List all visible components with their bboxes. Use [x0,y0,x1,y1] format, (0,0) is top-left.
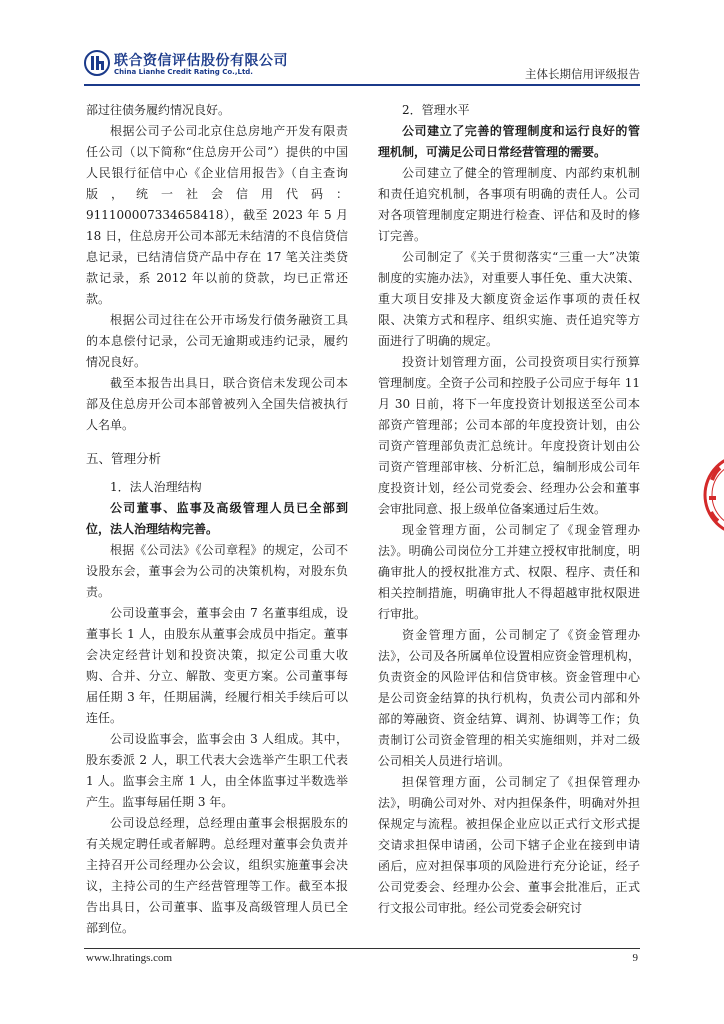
paragraph: 公司建立了健全的管理制度、内部约束机制和责任追究机制，各事项有明确的责任人。公司对各项管理制度定期进行检查、评估和及时的修订完善。 [378,166,640,243]
paragraph: 担保管理方面，公司制定了《担保管理办法》，明确公司对外、对内担保条件，明确对外担保规定与流程。被担保企业应以正式行文形式提交请求担保申请函，公司下辖子企业在接到申请函后，应对担保事项的风险进行充分论证，经子公司党委会、经理办公会、董事会批准后，正式行文报公司审批。经公司党委会研究讨 [378,775,640,915]
footer-website: www.lhratings.com [86,952,173,964]
key-finding: 公司建立了完善的管理制度和运行良好的管理机制，可满足公司日常经营管理的需要。 [378,124,640,159]
paragraph: 公司设总经理，总经理由董事会根据股东的有关规定聘任或者解聘。总经理对董事会负责并主持召开公司经理办公会议，组织实施董事会决议，主持公司的生产经营管理等工作。截至本报告出具日，公司董事、监事及高级管理人员已全部到位。 [86,816,348,935]
section-heading: 五、管理分析 [86,451,162,466]
subsection-heading: 2．管理水平 [402,103,470,117]
paragraph: 根据公司过往在公开市场发行债务融资工具的本息偿付记录，公司无逾期或违约记录，履约情况良好。 [86,313,348,369]
key-finding: 公司董事、监事及高级管理人员已全部到位，法人治理结构完善。 [86,501,348,536]
left-column [86,100,348,939]
paragraph: 现金管理方面，公司制定了《现金管理办法》。明确公司岗位分工并建立授权审批制度，明确审批人的授权批准方式、权限、程序、责任和相关控制措施，明确审批人不得超越审批权限进行审批。 [378,523,640,621]
header-divider [84,84,640,86]
footer-divider [84,948,640,949]
page-number: 9 [632,952,638,964]
paragraph: 公司设监事会，监事会由 3 人组成。其中，股东委派 2 人，职工代表大会选举产生职工代表 1 人。监事会主席 1 人，由全体监事过半数选举产生。监事每届任期 3 年。 [86,732,348,809]
paragraph: 根据公司子公司北京住总房地产开发有限责任公司（以下简称“住总房开公司”）提供的中国人民银行征信中心《企业信用报告》（自主查询版，统一社会信用代码：911100007334658418），截至 2023 年 5 月 18 日，住总房开公司本部无未结清的不良信贷信息记录，已结清信贷产品中存在 17 笔关注类贷款记录，系 2012 年以前的贷款，均已正常还款。 [86,124,348,306]
company-name-cn: 联合资信评估股份有限公司 [114,53,288,69]
right-column [378,100,640,919]
subsection-heading: 1．法人治理结构 [110,480,202,494]
seal-stamp-icon [700,450,724,540]
company-name-en: China Lianhe Credit Rating Co.,Ltd. [114,68,253,76]
paragraph: 资金管理方面，公司制定了《资金管理办法》，公司及各所属单位设置相应资金管理机构，负责资金的风险评估和信贷审核。资金管理中心是公司资金结算的执行机构，负责公司内部和外部的筹融资、资金结算、调剂、协调等工作；负责制订公司资金管理的相关实施细则，并对二级公司相关人员进行培训。 [378,628,640,768]
paragraph: 投资计划管理方面，公司投资项目实行预算管理制度。全资子公司和控股子公司应于每年 11 月 30 日前，将下一年度投资计划报送至公司本部资产管理部；公司本部的年度投资计划，由公司资产管理部负责汇总统计。年度投资计划由公司资产管理部审核、分析汇总，编制形成公司年度投资计划，经公司党委会、经理办公会和董事会审批同意、报上级单位备案通过后生效。 [378,355,640,516]
paragraph: 公司制定了《关于贯彻落实“三重一大”决策制度的实施办法》，对重要人事任免、重大决策、重大项目安排及大额度资金运作事项的责任权限、决策方式和程序、组织实施、责任追究等方面进行了明确的规定。 [378,250,640,348]
company-logo-icon [84,50,110,76]
paragraph: 公司设董事会，董事会由 7 名董事组成，设董事长 1 人，由股东从董事会成员中指定。董事会决定经营计划和投资决策，拟定公司重大收购、合并、分立、解散、变更方案。公司董事每届任期 3 年，任期届满，经履行相关手续后可以连任。 [86,606,348,725]
paragraph: 部过往债务履约情况良好。 [86,103,231,117]
paragraph: 截至本报告出具日，联合资信未发现公司本部及住总房开公司本部曾被列入全国失信被执行人名单。 [86,376,348,432]
paragraph: 根据《公司法》《公司章程》的规定，公司不设股东会，董事会为公司的决策机构，对股东负责。 [86,543,348,599]
page-header [0,0,724,90]
report-title: 主体长期信用评级报告 [525,67,640,81]
